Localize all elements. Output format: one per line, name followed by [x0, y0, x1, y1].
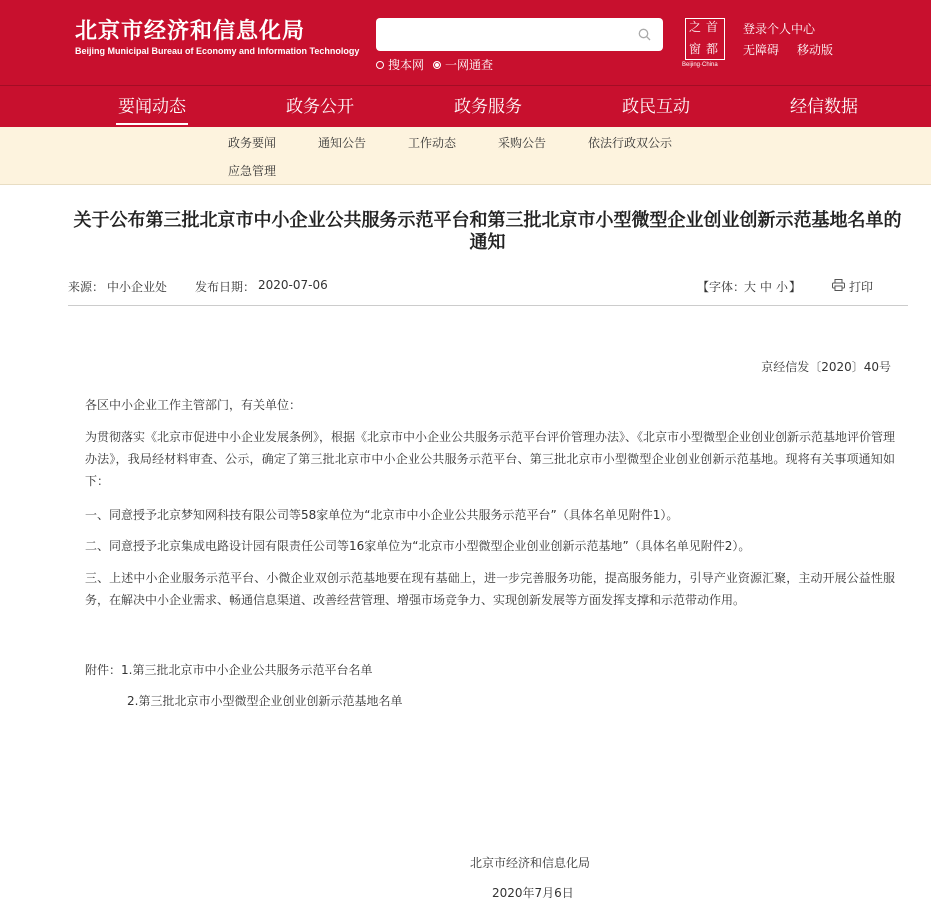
source-value: 中小企业处 [107, 280, 168, 294]
nav-item-open-government[interactable]: 政务公开 [286, 97, 354, 117]
nav-item-news[interactable]: 要闻动态 [118, 86, 186, 128]
subnav-item-procurement[interactable]: 采购公告 [498, 136, 547, 150]
date-label: 发布日期： [195, 280, 256, 294]
search-box [376, 18, 663, 51]
salutation: 各区中小企业工作主管部门，有关单位： [85, 398, 302, 412]
scope-site-radio[interactable] [376, 56, 424, 73]
sign-date: 2020年7月6日 [492, 886, 574, 900]
seal-char-3: 窗 [689, 42, 702, 56]
capital-window-logo[interactable] [685, 18, 725, 60]
paragraph-item-2: 二、同意授予北京集成电路设计园有限责任公司等16家单位为“北京市小型微型企业创业创新示范基地”（具体名单见附件2）。 [85, 539, 751, 553]
attachment-link-1[interactable]: 1.第三批北京市中小企业公共服务示范平台名单 [121, 663, 373, 677]
seal-char-4: 都 [706, 42, 719, 56]
subnav-item-notices[interactable]: 通知公告 [318, 136, 367, 150]
main-nav [0, 85, 931, 127]
login-link[interactable]: 登录个人中心 [743, 22, 816, 36]
printer-icon[interactable] [832, 279, 845, 291]
font-size-medium[interactable]: 中 [760, 280, 773, 294]
nav-item-interaction[interactable]: 政民互动 [622, 97, 690, 117]
paragraph-item-1: 一、同意授予北京梦知网科技有限公司等58家单位为“北京市中小企业公共服务示范平台”（具体名单见附件1）。 [85, 508, 679, 522]
seal-caption: Beijing·China [682, 62, 718, 68]
font-size-close: 】 [789, 280, 802, 294]
subnav-item-disclosure[interactable]: 依法行政双公示 [588, 136, 673, 150]
search-icon[interactable] [638, 28, 651, 41]
subnav-item-emergency[interactable]: 应急管理 [228, 164, 277, 178]
article-title: 关于公布第三批北京市中小企业公共服务示范平台和第三批北京市小型微型企业创业创新示范基地名单的通知 [73, 210, 902, 253]
site-logo-subtitle: Beijing Municipal Bureau of Economy and Information Technology [75, 46, 360, 56]
radio-unchecked-icon [376, 61, 384, 69]
subnav-item-gov-news[interactable]: 政务要闻 [228, 136, 277, 150]
publish-date: 2020-07-06 [258, 278, 328, 292]
meta-divider [68, 305, 908, 306]
seal-char-1: 之 [689, 20, 702, 34]
source-label: 来源： [68, 280, 105, 294]
seal-char-2: 首 [706, 20, 719, 34]
attachment-label: 附件： [85, 663, 122, 677]
site-header [0, 0, 931, 85]
paragraph-intro: 为贯彻落实《北京市促进中小企业发展条例》，根据《北京市中小企业公共服务示范平台评价管理办法》、《北京市小型微型企业创业创新示范基地评价管理办法》，我局经材料审查、公示，确定了第三批北京市中小企业公共服务示范平台、第三批北京市小型微型企业创业创新示范基地。现将有关事项通知如下： [85, 430, 896, 488]
scope-all-radio[interactable] [433, 56, 493, 73]
subnav-item-work-updates[interactable]: 工作动态 [408, 136, 457, 150]
print-button[interactable]: 打印 [849, 280, 874, 294]
nav-item-services[interactable]: 政务服务 [454, 97, 522, 117]
attachment-link-2[interactable]: 2.第三批北京市小型微型企业创业创新示范基地名单 [127, 694, 403, 708]
scope-all-label: 一网通查 [445, 58, 494, 72]
paragraph-item-3: 三、上述中小企业服务示范平台、小微企业双创示范基地要在现有基础上，进一步完善服务功能，提高服务能力，引导产业资源汇聚，主动开展公益性服务，在解决中小企业需求、畅通信息渠道、改善经营管理、增强市场竞争力、实现创新发展等方面发挥支撑和示范带动作用。 [85, 571, 895, 607]
search-input[interactable] [376, 18, 626, 51]
mobile-link[interactable]: 移动版 [797, 43, 834, 57]
document-number: 京经信发〔2020〕40号 [761, 360, 891, 374]
sub-nav [0, 127, 931, 185]
signature: 北京市经济和信息化局 [470, 856, 591, 870]
font-size-large[interactable]: 大 [744, 280, 757, 294]
radio-checked-icon [433, 61, 441, 69]
scope-site-label: 搜本网 [388, 58, 425, 72]
site-logo-title[interactable]: 北京市经济和信息化局 [75, 19, 306, 44]
nav-item-data[interactable]: 经信数据 [790, 97, 858, 117]
font-size-label: 【字体： [697, 280, 746, 294]
font-size-small[interactable]: 小 [776, 280, 789, 294]
accessible-link[interactable]: 无障碍 [743, 43, 780, 57]
